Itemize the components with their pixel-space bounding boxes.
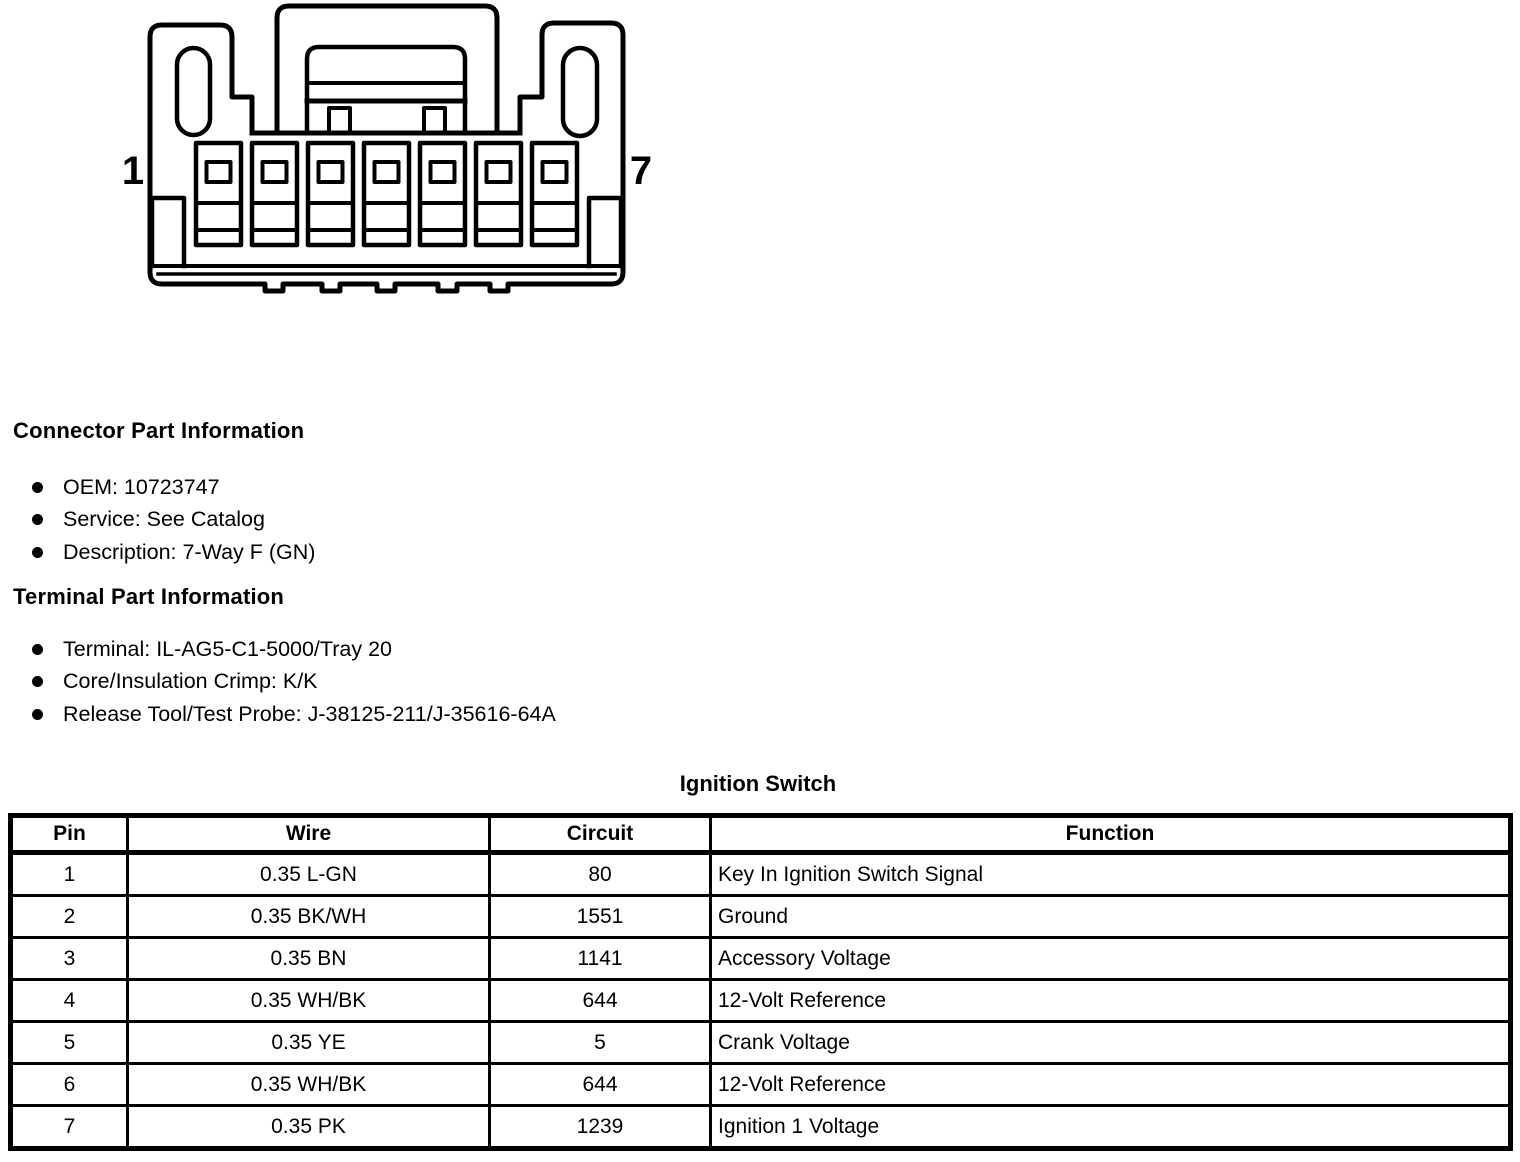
pin-cell: 4 xyxy=(11,980,128,1022)
right-ear-slot xyxy=(563,48,597,136)
cavity-7 xyxy=(532,143,577,245)
wire-cell: 0.35 WH/BK xyxy=(128,1064,490,1106)
column-header-wire: Wire xyxy=(128,816,490,853)
list-item xyxy=(0,536,315,569)
table-row xyxy=(11,980,1511,1022)
circuit-cell: 1551 xyxy=(490,896,711,938)
table-row xyxy=(11,1022,1511,1064)
circuit-cell: 644 xyxy=(490,980,711,1022)
terminal-cavities xyxy=(196,143,577,245)
column-header-pin: Pin xyxy=(11,816,128,853)
function-cell: Ignition 1 Voltage xyxy=(711,1106,1511,1149)
table-row xyxy=(11,938,1511,980)
corner-block-right xyxy=(589,198,621,266)
cavity-4 xyxy=(364,143,409,245)
list-item xyxy=(0,666,556,699)
table-header-row xyxy=(11,816,1511,853)
function-cell: 12-Volt Reference xyxy=(711,980,1511,1022)
circuit-cell: 80 xyxy=(490,853,711,896)
list-item-text: Description: 7-Way F (GN) xyxy=(63,539,316,564)
latch-foot-right xyxy=(424,108,445,133)
table-row xyxy=(11,896,1511,938)
function-cell: Key In Ignition Switch Signal xyxy=(711,853,1511,896)
function-cell: 12-Volt Reference xyxy=(711,1064,1511,1106)
function-cell: Accessory Voltage xyxy=(711,938,1511,980)
list-item-text: Core/Insulation Crimp: K/K xyxy=(63,669,318,694)
pin-cell: 6 xyxy=(11,1064,128,1106)
wire-cell: 0.35 BN xyxy=(128,938,490,980)
cavity-2 xyxy=(252,143,297,245)
list-item-text: Release Tool/Test Probe: J-38125-211/J-35616-64A xyxy=(63,701,556,726)
function-cell: Ground xyxy=(711,896,1511,938)
pin-cell: 5 xyxy=(11,1022,128,1064)
column-header-function: Function xyxy=(711,816,1511,853)
circuit-cell: 1239 xyxy=(490,1106,711,1149)
wire-cell: 0.35 L-GN xyxy=(128,853,490,896)
function-cell: Crank Voltage xyxy=(711,1022,1511,1064)
bullet-icon xyxy=(32,644,43,655)
pin-cell: 2 xyxy=(11,896,128,938)
connector-diagram xyxy=(0,0,700,310)
terminal-part-heading: Terminal Part Information xyxy=(13,584,285,609)
left-ear-slot xyxy=(177,48,210,135)
circuit-cell: 644 xyxy=(490,1064,711,1106)
pin-table-title: Ignition Switch xyxy=(679,771,837,796)
corner-block-left xyxy=(152,198,184,266)
wire-cell: 0.35 BK/WH xyxy=(128,896,490,938)
circuit-cell: 5 xyxy=(490,1022,711,1064)
cavity-6 xyxy=(476,143,521,245)
table-row xyxy=(11,1106,1511,1149)
table-row xyxy=(11,853,1511,896)
pin-label-first: 1 xyxy=(121,149,145,193)
list-item xyxy=(0,633,556,666)
pin-cell: 7 xyxy=(11,1106,128,1149)
cavity-1 xyxy=(196,143,241,245)
bullet-icon xyxy=(32,514,43,525)
pin-cell: 3 xyxy=(11,938,128,980)
bullet-icon xyxy=(32,482,43,493)
column-header-circuit: Circuit xyxy=(490,816,711,853)
table-row xyxy=(11,1064,1511,1106)
circuit-cell: 1141 xyxy=(490,938,711,980)
list-item xyxy=(0,471,315,504)
list-item-text: Service: See Catalog xyxy=(63,507,265,532)
bullet-icon xyxy=(32,676,43,687)
cavity-3 xyxy=(308,143,353,245)
list-item-text: Terminal: IL-AG5-C1-5000/Tray 20 xyxy=(63,636,392,661)
wire-cell: 0.35 PK xyxy=(128,1106,490,1149)
list-item xyxy=(0,698,556,731)
pin-cell: 1 xyxy=(11,853,128,896)
list-item-text: OEM: 10723747 xyxy=(63,474,220,499)
wire-cell: 0.35 YE xyxy=(128,1022,490,1064)
terminal-part-list xyxy=(0,633,556,731)
pin-label-last: 7 xyxy=(629,149,653,193)
bullet-icon xyxy=(32,709,43,720)
latch-foot-left xyxy=(329,108,350,133)
bullet-icon xyxy=(32,547,43,558)
list-item xyxy=(0,504,315,537)
connector-part-list xyxy=(0,471,315,569)
pin-table xyxy=(8,813,1513,1151)
connector-part-heading: Connector Part Information xyxy=(13,418,305,443)
wire-cell: 0.35 WH/BK xyxy=(128,980,490,1022)
cavity-5 xyxy=(420,143,465,245)
